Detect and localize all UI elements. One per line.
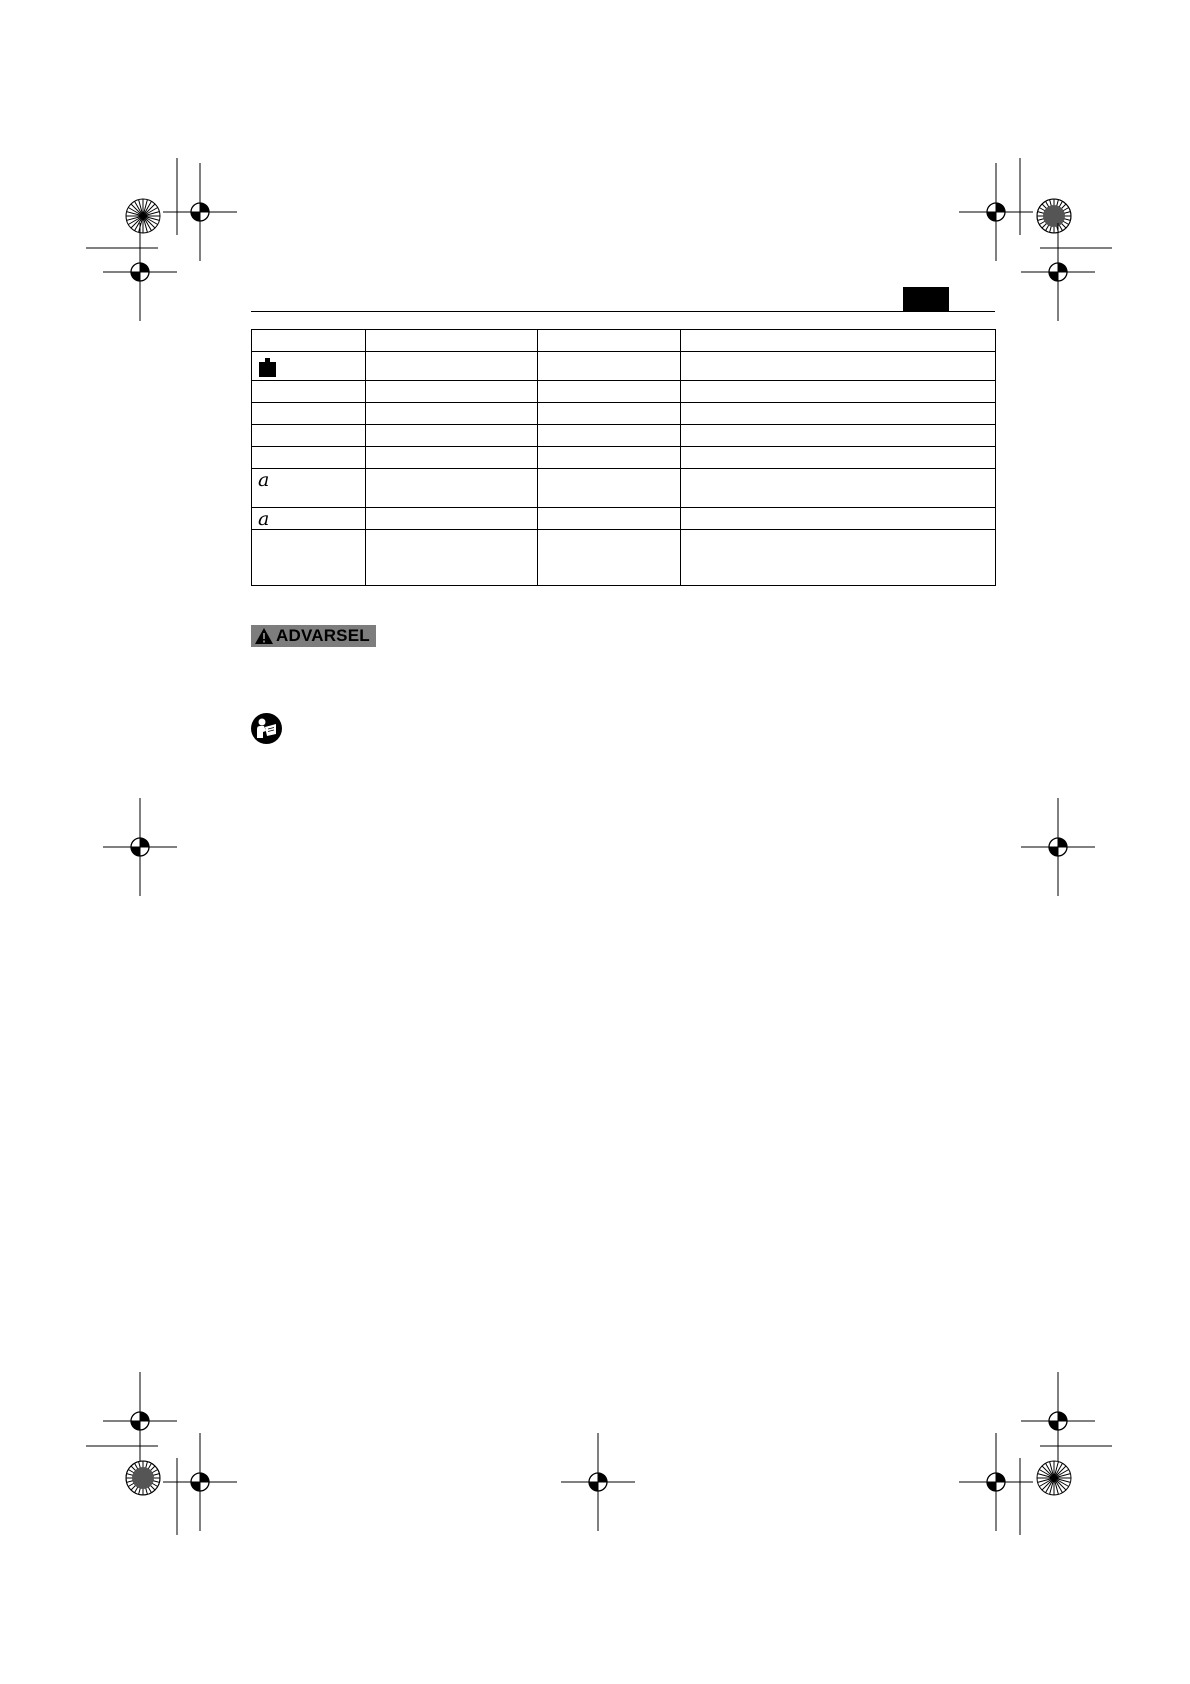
table-cell <box>538 508 681 530</box>
warning-triangle-icon <box>254 627 274 645</box>
table-row <box>252 469 996 508</box>
table-cell <box>252 530 366 586</box>
table-row <box>252 403 996 425</box>
read-manual-icon <box>251 713 282 744</box>
table-cell <box>681 403 996 425</box>
table-cell <box>252 447 366 469</box>
table-cell <box>366 403 538 425</box>
table-cell <box>681 425 996 447</box>
table-cell <box>681 330 996 352</box>
table-cell <box>252 403 366 425</box>
table-row <box>252 330 996 352</box>
acceleration-symbol: a <box>258 469 270 491</box>
table-row <box>252 381 996 403</box>
table-cell <box>252 469 366 508</box>
table-cell <box>252 508 366 530</box>
table-cell <box>538 352 681 381</box>
table-cell <box>538 403 681 425</box>
table-cell <box>538 469 681 508</box>
table-row <box>252 352 996 381</box>
table-cell <box>681 530 996 586</box>
table-cell <box>366 508 538 530</box>
table-cell <box>366 330 538 352</box>
table-cell <box>538 447 681 469</box>
table-row <box>252 425 996 447</box>
table-cell <box>681 381 996 403</box>
table-row <box>252 508 996 530</box>
table-cell <box>366 352 538 381</box>
spec-table <box>251 329 996 586</box>
table-cell <box>538 381 681 403</box>
acceleration-symbol: a <box>258 508 270 530</box>
table-cell <box>681 447 996 469</box>
table-cell <box>538 330 681 352</box>
table-cell <box>252 330 366 352</box>
table-cell <box>252 381 366 403</box>
table-cell <box>681 508 996 530</box>
table-cell <box>366 381 538 403</box>
language-tab <box>903 287 949 311</box>
weight-icon <box>258 358 277 377</box>
table-row <box>252 530 996 586</box>
table-cell <box>538 425 681 447</box>
table-cell <box>681 469 996 508</box>
table-cell <box>252 352 366 381</box>
table-cell <box>366 425 538 447</box>
table-cell <box>538 530 681 586</box>
table-cell <box>681 352 996 381</box>
warning-label: ADVARSEL <box>276 626 370 645</box>
table-cell <box>366 447 538 469</box>
header-rule <box>251 311 995 312</box>
table-cell <box>252 425 366 447</box>
table-cell <box>366 530 538 586</box>
table-cell <box>366 469 538 508</box>
warning-badge <box>251 625 376 647</box>
table-row <box>252 447 996 469</box>
